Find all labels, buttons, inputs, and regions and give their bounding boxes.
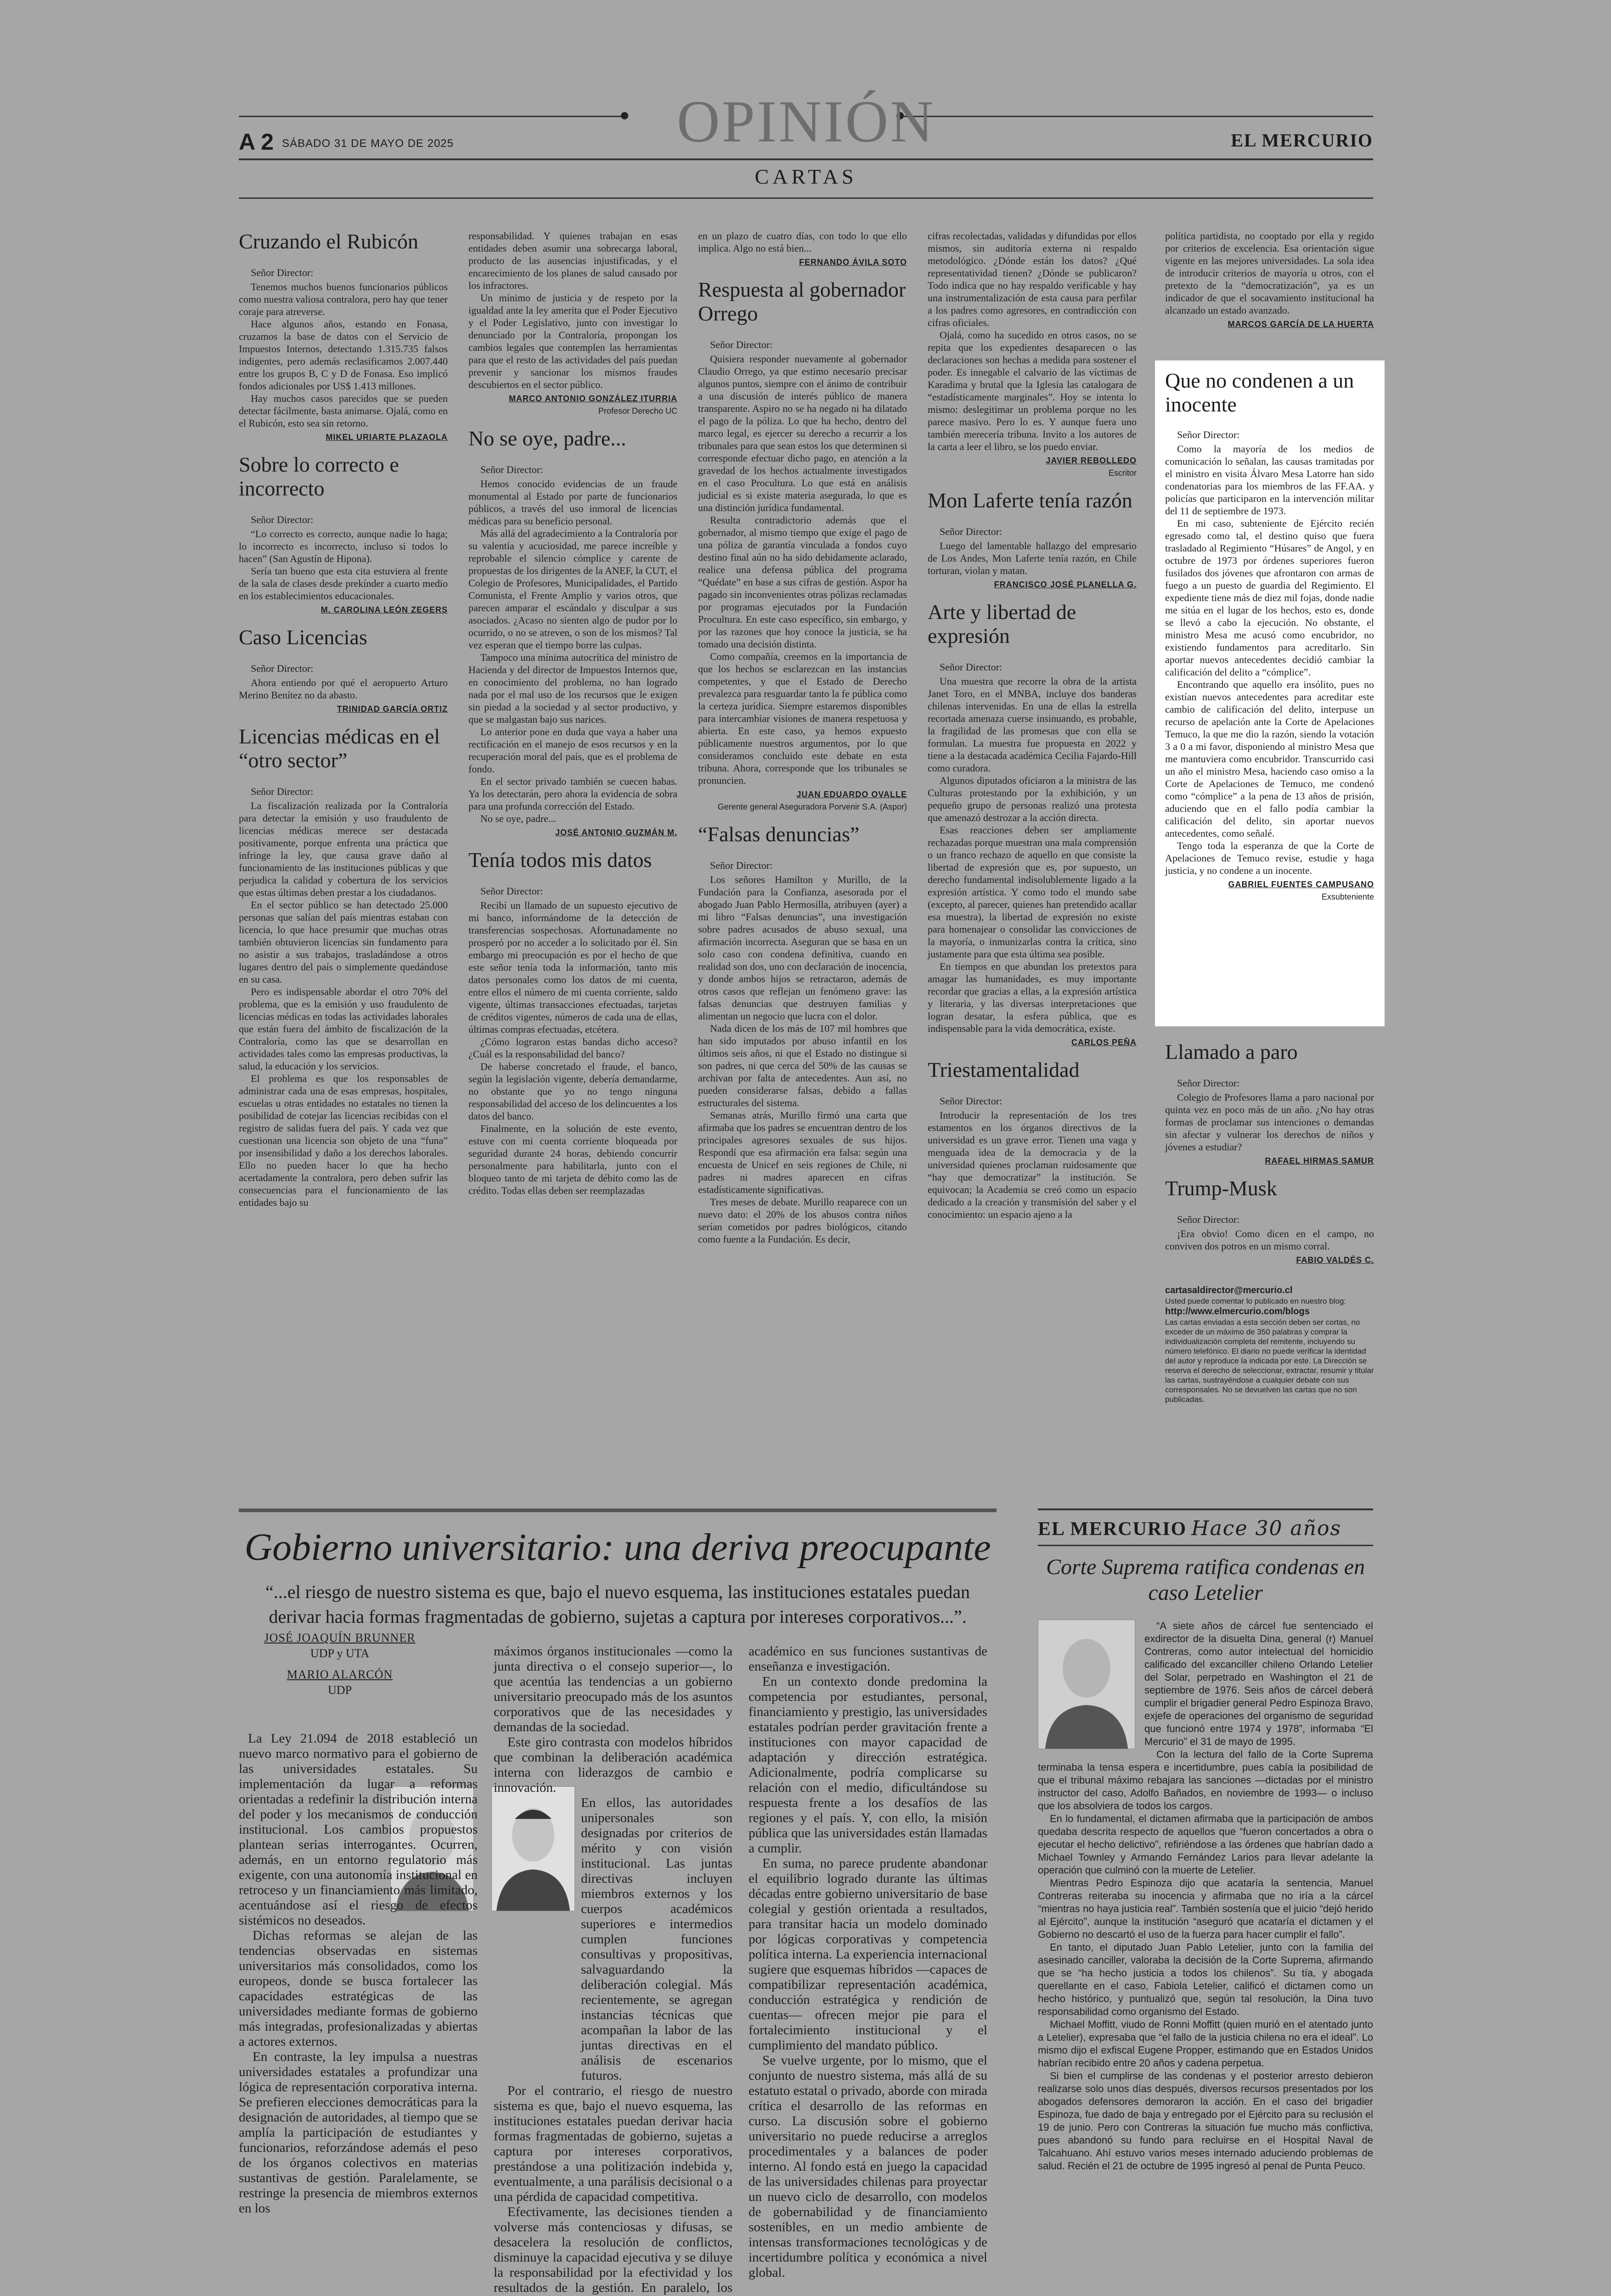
letter-paragraph: Más allá del agradecimiento a la Contraloría por su valentía y acuciosidad, me parece increíble y reprobable el silencio cómplice y carente de propuestas de los dirigentes de la ANEF, la CUT, el Colegio de Profesores, Municipalidades, el Partido Comunista, el Frente Amplio y varios otros, que parecen amparar el escándalo y disculpar a sus asociados. ¿Acaso no sienten algo de pudor por lo ocurrido, o no se atreven, o son de los mismos? Tal vez esperan que el tiempo borre las culpas. xyxy=(468,528,677,651)
letter-paragraph: Lo anterior pone en duda que vaya a haber una rectificación en el manejo de esos recursos y en la recuperación moral del país, que es el problema de fondo. xyxy=(468,726,677,775)
article-paragraph: Este giro contrasta con modelos híbridos que combinan la deliberación académica interna con liderazgos de cambio e innovación. xyxy=(494,1735,732,1795)
letter-title: Trump-Musk xyxy=(1165,1176,1277,1200)
letter-paragraph: Ahora entiendo por qué el aeropuerto Arturo Merino Benítez no da abasto. xyxy=(239,677,448,701)
letter-paragraph: Introducir la representación de los tres estamentos en los órganos directivos de la universidad es un grave error. Tienen una vaga y menguada idea de la democracia y de la universidad quienes proclaman ruidosamente que “hay que democratizar” la institución. Se equivocan; la Academia se creó como un espacio dedicado a la creación y transmisión del saber y el conocimiento: un espacio ajeno a la xyxy=(928,1109,1137,1220)
page-number-label: A 2 xyxy=(239,129,274,155)
hace-logo xyxy=(1038,1517,1373,1540)
letter-greeting: Señor Director: xyxy=(480,885,543,897)
letter-paragraph: Algunos diputados oficiaron a la ministra de las Culturas protestando por la exhibición, y un pequeño grupo de personas realizó una protesta que amenazó destrozar a la acción directa. xyxy=(928,775,1137,823)
letter-signature: GABRIEL FUENTES CAMPUSANO xyxy=(1228,880,1374,889)
letter-greeting: Señor Director: xyxy=(251,786,314,797)
letter-paragraph: Hace algunos años, estando en Fonasa, cruzamos la base de datos con el Servicio de Impuestos Internos, detectando 1.315.735 falsos indigentes, pero además reclasificamos 2.007.440 entre los grupos B, C y D de Fonasa. Eso implicó fondos adicionales por US$ 1.413 millones. xyxy=(239,318,448,392)
hace-paragraph: Con la lectura del fallo de la Corte Suprema terminaba la tensa espera e incertidumbre, pues cabía la posibilidad de que el tribunal máximo rebajara las sanciones —dictadas por el ministro instructor del caso, Adolfo Bañados, en noviembre de 1993— o incluso que los absolviera de todos los cargos. xyxy=(1038,1749,1373,1812)
letter-paragraph: De haberse concretado el fraude, el banco, según la legislación vigente, debería demandarme, no obstante que yo no tengo ninguna responsabilidad del acceso de los delincuentes a los datos del banco. xyxy=(468,1061,677,1122)
opinion-article xyxy=(239,1515,997,2295)
letter-title: Triestamentalidad xyxy=(928,1058,1080,1081)
letter-paragraph: El problema es que los responsables de administrar cada una de esas empresas, hospitales, escuelas u otras entidades no estatales no tienen la posibilidad de cotejar las licencias recibidas con el registro de salidas fuera del país. Y cada vez que cuestionan una licencia son objeto de una “funa” por insensibilidad y daño a los derechos laborales. Ello no pueden hacer lo que ha hecho acertadamente la contralora, pero deben sufrir las consecuencias para el funcionamiento de las entidades bajo su xyxy=(239,1073,448,1208)
letter-paragraph: Ojalá, como ha sucedido en otros casos, no se repita que los expedientes desaparecen o las declaraciones son hechas a medida para sostener el poder. Es innegable el calvario de las víctimas de Karadima y brutal que la Iglesia las catalogara de “estadísticamente marginales”. Hoy se intenta lo mismo: deslegitimar un problema porque no les parece masivo. Pero lo es. Y aunque fuera uno también merecería tribuna. Invito a los autores de la carta a leer el libro, se los puedo enviar. xyxy=(928,329,1137,452)
letter-signature: MARCOS GARCÍA DE LA HUERTA xyxy=(1228,320,1374,329)
letter-title: Tenía todos mis datos xyxy=(468,848,652,872)
letter-paragraph: Nada dicen de los más de 107 mil hombres que han sido imputados por abuso infantil en los últimos seis años, ni que el Estado no distingue si son padres, ni que cerca del 50% de las causas se archivan por falta de antecedentes. Aun así, no pueden considerarse falsas, debido a fallas estructurales del sistema. xyxy=(698,1023,907,1109)
letter-paragraph: Un mínimo de justicia y de respeto por la igualdad ante la ley amerita que el Poder Ejecutivo y el Poder Legislativo, junto con investigar lo denunciado por la Contraloría, propongan los cambios legales que contemplen las herramientas para que el resto de las actividades del país puedan prevenir y sancionar los mismos fraudes descubiertos en el sector público. xyxy=(468,292,677,390)
contact-email[interactable]: cartasaldirector@mercurio.cl xyxy=(1165,1285,1293,1295)
article-paragraph: Se vuelve urgente, por lo mismo, que el conjunto de nuestro sistema, más allá de su estatuto estatal o privado, aborde con mirada crítica el desarrollo de las reformas en curso. La discusión sobre el gobierno universitario no puede reducirse a arreglos procedimentales y a balances de poder interno. Al fondo está en juego la capacidad de las universidades chilenas para proyectar un nuevo ciclo de desarrollo, con modelos de gobernabilidad y de financiamiento sostenibles, en un medio ambiente de intensas transformaciones tecnológicas y de incertidumbre política y económica a nivel global. xyxy=(749,2053,987,2280)
letter-title: Llamado a paro xyxy=(1165,1040,1298,1064)
letter-paragraph: Tres meses de debate. Murillo reaparece con un nuevo dato: el 20% de los abusos contra niños serían cometidos por padres biológicos, citando como fuente a la Fundación. Es decir, xyxy=(698,1196,907,1245)
letter-paragraph: responsabilidad. Y quienes trabajan en esas entidades deben asumir una sobrecarga laboral, producto de las ausencias injustificadas, y el encarecimiento de los planes de salud causado por los infractores. xyxy=(468,230,677,291)
letter-paragraph: Quisiera responder nuevamente al gobernador Claudio Orrego, ya que estimo necesario precisar algunos puntos, siempre con el ánimo de contribuir a una discusión de interés público de manera transparente. Aspiro no se ha negado ni ha dilatado el pago de la póliza. Lo que ha hecho, dentro del marco legal, es ejercer su derecho a recurrir a los tribunales para que sean estos los que determinen si corresponde efectuar dicho pago, en atención a la gravedad de los hechos actualmente investigados en el caso Procultura. Lo que está en análisis judicial es si existe materia asegurada, lo que es una distinción jurídica fundamental. xyxy=(698,353,907,513)
article-paragraph: La Ley 21.094 de 2018 estableció un nuevo marco normativo para el gobierno de las universidades estatales. Su implementación da lugar a reformas orientadas a redefinir la distribución interna del poder y los mecanismos de conducción institucional. Los cambios propuestos plantean serias interrogantes. Ocurren, además, en un entorno regulatorio más exigente, con una autonomía institucional en retroceso y un financiamiento más limitado, acentuándose así el riesgo de efectos sistémicos no deseados. xyxy=(239,1731,478,1928)
letter-paragraph: Una muestra que recorre la obra de la artista Janet Toro, en el MNBA, incluye dos banderas chilenas intervenidas. En una de ellas la estrella recortada amenaza cuerse insinuando, es probable, la fragilidad de las promesas que con ella se formulan. La muestra fue propuesta en 2022 y tiene a la destacada académica Cecilia Fajardo-Hill como curadora. xyxy=(928,675,1137,774)
letter-paragraph: “Lo correcto es correcto, aunque nadie lo haga; lo incorrecto es incorrecto, incluso si todos lo hacen” (San Agustín de Hipona). xyxy=(239,528,448,564)
letters-column-4 xyxy=(928,230,1137,1598)
letter-greeting: Señor Director: xyxy=(1177,1077,1240,1089)
letter-greeting: Señor Director: xyxy=(251,663,314,674)
letter-greeting: Señor Director: xyxy=(940,661,1003,673)
letter-greeting: Señor Director: xyxy=(480,464,543,475)
hace-30-anos-box xyxy=(1038,1508,1373,2243)
letter-paragraph: Pero es indispensable abordar el otro 70% del problema, que es la emisión y uso fraudulento de licencias médicas en todas las actividades laborales que están fuera del ámbito de fiscalización de la Contraloría, como las que se desarrollan en actividades tales como las empresas productivas, la salud, la educación y los servicios. xyxy=(239,986,448,1072)
article-paragraph: Dichas reformas se alejan de las tendencias observadas en sistemas universitarios más consolidados, como los europeos, donde se busca fortalecer las capacidades estratégicas de las universidades mediante formas de gobierno más integradas, profesionalizadas y abiertas a actores externos. xyxy=(239,1928,478,2049)
letter-role: Profesor Derecho UC xyxy=(598,406,677,416)
article-title: Gobierno universitario: una deriva preocupante xyxy=(244,1526,991,1569)
letter-signature: JOSÉ ANTONIO GUZMÁN M. xyxy=(555,828,677,837)
letter-greeting: Señor Director: xyxy=(1177,429,1240,440)
letter-paragraph: En tiempos en que abundan los pretextos para amagar las humanidades, es muy importante recordar que gracias a ellas, a la expresión artística y literaria, y las diversas interpretaciones que logran desatar, la esfera pública, que es indispensable para la vida democrática, existe. xyxy=(928,961,1137,1034)
letter-paragraph: ¿Cómo lograron estas bandas dicho acceso? ¿Cuál es la responsabilidad del banco? xyxy=(468,1036,677,1060)
hace-paragraph: Mientras Pedro Espinoza dijo que acataría la sentencia, Manuel Contreras reiteraba su inocencia y afirmaba que no iría a la cárcel “mientras no haya justicia real”. También sostenía que el juicio “dejó herido al Ejército”, aunque la institución “aseguró que acataría el dictamen y el Gobierno no descartó el uso de la fuerza para hacer cumplir el fallo”. xyxy=(1038,1877,1373,1940)
hace-paragraph: “A siete años de cárcel fue sentenciado el exdirector de la disuelta Dina, general (r) Manuel Contreras, como autor intelectual del homicidio calificado del excanciller chileno Orlando Letelier del Solar, perpetrado en Washington el 21 de septiembre de 1976. Seis años de cárcel deberá cumplir el brigadier general Pedro Espinoza Bravo, exjefe de operaciones del organismo de seguridad que funcionó entre 1974 y 1978”, informaba “El Mercurio” el 31 de mayo de 1995. xyxy=(1144,1620,1373,1747)
hace-title: Corte Suprema ratifica condenas en caso Letelier xyxy=(1046,1555,1365,1605)
author-name: JOSÉ JOAQUÍN BRUNNER xyxy=(264,1631,416,1644)
brand-name: EL MERCURIO xyxy=(1231,130,1373,151)
hace-photo xyxy=(1038,1620,1135,1749)
letter-greeting: Señor Director: xyxy=(1177,1214,1240,1225)
letters-column-2 xyxy=(468,230,677,1598)
letter-title: “Falsas denuncias” xyxy=(698,822,860,846)
article-paragraph: En un contexto donde predomina la competencia por estudiantes, personal, financiamiento y prestigio, las universidades estatales podrían perder gravitación frente a instituciones con mayor capacidad de adaptación y dirección estratégica. Adicionalmente, podría complicarse su relación con el medio, dificultándose su respuesta frente a los desafíos de las regiones y el país. Y, con ello, la misión pública que las universidades están llamadas a cumplir. xyxy=(749,1674,987,1856)
article-authors xyxy=(257,1630,422,1704)
contact-info xyxy=(1165,1285,1374,1404)
letter-paragraph: Encontrando que aquello era insólito, pues no existían nuevos antecedentes para acreditar este cambio de calificación del delito, interpuse un recurso de apelación ante la Corte de Apelaciones Temuco, la que me dio la razón, siendo la votación 3 a 0 a mi favor, disponiendo al ministro Mesa que me mantuviera como encubridor. Transcurrido casi un año el ministro Mesa, haciendo caso omiso a la Corte de Apelaciones de Temuco, me condenó como “cómplice” a la pena de 13 años de prisión, aduciendo que en el fallo podía cambiar la calificación del delito, sin aportar nuevos antecedentes, como señalé. xyxy=(1165,679,1374,839)
letter-signature: FERNANDO ÁVILA SOTO xyxy=(799,258,907,267)
subsection-title: CARTAS xyxy=(755,165,857,188)
letter-paragraph: política partidista, no cooptado por ella y regido por criterios de excelencia. Esa orientación sigue vigente en las mejores universidades. La sola idea de introducir criterios de mayoría u otros, con el pretexto de la “democratización”, ya es un indicador de que el socavamiento institucional ha alcanzado un estado avanzado. xyxy=(1165,230,1374,316)
letter-role: Escritor xyxy=(1108,468,1137,478)
article-paragraph: En suma, no parece prudente abandonar el equilibrio logrado durante las últimas décadas entre gobierno universitario de base colegial y gestión orientada a resultados, para transitar hacia un modelo dominado por lógicas corporativas y competencia política interna. La experiencia internacional sugiere que esquemas híbridos —capaces de compatibilizar representación académica, conducción estratégica y rendición de cuentas— ofrecen mejor pie para el fortalecimiento institucional y el cumplimiento del mandato público. xyxy=(749,1856,987,2053)
letter-paragraph: Luego del lamentable hallazgo del empresario de Los Andes, Mon Laferte tenía razón, en Chile torturan, violan y matan. xyxy=(928,540,1137,576)
letter-signature: MIKEL URIARTE PLAZAOLA xyxy=(326,433,448,442)
article-pull-quote: “...el riesgo de nuestro sistema es que, bajo el nuevo esquema, las instituciones estatales puedan derivar hacia formas fragmentadas de gobierno, sujetas a captura por intereses corporativos...”. xyxy=(265,1581,970,1627)
letter-paragraph: Hay muchos casos parecidos que se pueden detectar fácilmente, basta animarse. Ojalá, como en el Rubicón, esto sea sin retorno. xyxy=(239,393,448,429)
highlighted-letter xyxy=(1155,360,1385,1026)
letter-paragraph: Como la mayoría de los medios de comunicación lo señalan, las causas tramitadas por el ministro en visita Álvaro Mesa Latorre han sido condenatorias para los miembros de las FF.AA. y policías que participaron en la intervención militar del 11 de septiembre de 1973. xyxy=(1165,443,1374,517)
letter-paragraph: Hemos conocido evidencias de un fraude monumental al Estado por parte de funcionarios públicos, a través del uso inmoral de licencias médicas para su beneficio personal. xyxy=(468,478,677,527)
letter-title: Cruzando el Rubicón xyxy=(239,230,418,253)
letter-paragraph: Sería tan bueno que esta cita estuviera al frente de la sala de clases desde prekínder a cuarto medio en los establecimientos educacionales. xyxy=(239,565,448,602)
letter-paragraph: Como compañía, creemos en la importancia de que los hechos se esclarezcan en las instancias competentes, y que el Estado de Derecho prevalezca para resguardar tanto la fe pública como la certeza jurídica. Siempre estaremos disponibles para intercambiar visiones de manera respetuosa y abierta. En este caso, ya hemos expuesto públicamente nuestros argumentos, por lo que consideramos concluido este debate en esta tribuna. Ahora, corresponde que los tribunales se pronuncien. xyxy=(698,651,907,786)
hace-bar-top xyxy=(1038,1508,1373,1510)
article-paragraph: En contraste, la ley impulsa a nuestras universidades estatales a profundizar una lógica de representación corporativa interna. Se prefieren elecciones democráticas para la designación de autoridades, al tiempo que se amplía la participación de estudiantes y funcionarios, reforzándose además el peso de los órganos colectivos en materias sustantivas de gestión. Paralelamente, se restringe la presencia de miembros externos en los xyxy=(239,2049,478,2216)
portrait-icon xyxy=(1038,1620,1135,1749)
letter-paragraph: En el sector privado también se cuecen habas. Ya los detectarán, pero ahora la evidencia de sobra para una profunda corrección del Estado. xyxy=(468,776,677,812)
letter-role: Exsubteniente xyxy=(1321,892,1374,901)
article-paragraph: En ellos, las autoridades unipersonales son designadas por criterios de mérito y con visión institucional. Las juntas directivas incluyen miembros externos y los cuerpos académicos superiores e intermedios cumplen funciones consultivas y propositivas, salvaguardando la deliberación colegial. Más recientemente, se agregan instancias técnicas que acompañan la labor de las juntas directivas en el análisis de escenarios futuros. xyxy=(581,1795,732,2083)
letter-paragraph: Colegio de Profesores llama a paro nacional por quinta vez en poco más de un año. ¿No hay otras formas de proclamar sus intenciones o demandas sin afectar y vulnerar los derechos de niños y jóvenes a estudiar? xyxy=(1165,1092,1374,1153)
letter-paragraph: ¡Era obvio! Como dicen en el campo, no conviven dos potros en un mismo corral. xyxy=(1165,1228,1374,1252)
hace-paragraph: Si bien el cumplirse de las condenas y el posterior arresto debieron realizarse solo unos días después, diversos recursos presentados por los abogados defensores demoraron la acción. En el caso del brigadier Espinoza, fue dado de baja y entregado por el Ejército para su reclusión el 19 de junio. Pero con Contreras la situación fue mucho más conflictiva, pues abandonó su fundo para recluirse en el Hospital Naval de Talcahuano. Ahí estuvo varios meses internado aduciendo problemas de salud. Recién el 21 de octubre de 1995 ingresó al penal de Punta Peuco. xyxy=(1038,2070,1373,2172)
letter-paragraph: Tengo toda la esperanza de que la Corte de Apelaciones de Temuco revise, estudie y haga justicia, y no condene a un inocente. xyxy=(1165,840,1374,876)
header-bar-bottom xyxy=(239,197,1373,199)
contact-rules: Las cartas enviadas a esta sección deben ser cortas, no exceder de un máximo de 350 palabras y comprar la individualización completa del remitente, incluyendo su número telefónico. El diario no puede verificar la identidad del autor y reproduce la indicada por este. La Dirección se reserva el derecho de seleccionar, extractar, resumir y titular las cartas, sustrayéndose a cualquier debate con sus corresponsales. No se devuelven las cartas que no son publicadas. xyxy=(1165,1318,1374,1404)
letter-title: Sobre lo correcto e incorrecto xyxy=(239,453,399,500)
author-name: MARIO ALARCÓN xyxy=(287,1668,393,1681)
header-bar-top xyxy=(239,158,1373,160)
letter-paragraph: Tenemos muchos buenos funcionarios públicos como nuestra valiosa contralora, pero hay que tener coraje para atreverse. xyxy=(239,281,448,317)
hace-text xyxy=(1038,1620,1373,2172)
letter-paragraph: En el sector público se han detectado 25.000 personas que salían del país mientras estaban con licencia, lo que hace presumir que muchas otras también obtuvieron licencias sin fundamento para no asistir a sus trabajos, trasladándose a otros lugares dentro del país o simplemente quedándose en su casa. xyxy=(239,899,448,985)
article-paragraph: académico en sus funciones sustantivas de enseñanza e investigación. xyxy=(749,1644,987,1674)
hace-bar-bottom xyxy=(1038,1545,1373,1546)
letter-paragraph: en un plazo de cuatro días, con todo lo que ello implica. Algo no está bien... xyxy=(698,230,907,254)
letter-paragraph: Recibí un llamado de un supuesto ejecutivo de mi banco, informándome de la detección de transferencias sospechosas. Afortunadamente no prosperó por no acceder a lo solicitado por él. Sin embargo mi preocupación es por el hecho de que este señor tenía toda la información, tanto mis datos personales como los datos de mi cuenta, entre ellos el número de mi cuenta corriente, saldo vigente, últimas transacciones efectuadas, tarjetas de créditos vigentes, números de cada una de ellas, últimas compras efectuadas, etcétera. xyxy=(468,900,677,1035)
letter-greeting: Señor Director: xyxy=(940,526,1003,537)
letter-paragraph: Tampoco una mínima autocrítica del ministro de Hacienda y del director de Impuestos Internos que, en conocimiento del problema, no han logrado nada por el mal uso de los recursos que le exigen sin piedad a la sociedad y al sector productivo, y que se malgastan bajo sus narices. xyxy=(468,652,677,725)
letter-title: Que no condenen a un inocente xyxy=(1165,369,1354,416)
letters-column-3 xyxy=(698,230,907,1598)
letters-column-1 xyxy=(239,230,448,1598)
letter-signature: RAFAEL HIRMAS SAMUR xyxy=(1265,1156,1374,1165)
newspaper-page xyxy=(239,89,1374,2295)
letter-signature: M. CAROLINA LEÓN ZEGERS xyxy=(321,605,448,614)
article-column-1 xyxy=(239,1713,478,2216)
author-affiliation: UDP xyxy=(327,1683,352,1697)
section-title: OPINIÓN xyxy=(676,89,935,155)
highlighted-letter-content xyxy=(1165,360,1374,903)
letter-paragraph: En mi caso, subteniente de Ejército recién egresado como tal, el destino quiso que fuera trasladado al Regimiento “Húsares” de Angol, y en octubre de 1973 por órdenes superiores fueron fusilados dos jóvenes que afrontaron con armas de fuego a un puesto de guardia del Regimiento. El expediente tiene más de diez mil fojas, donde nadie me sitúa en el lugar de los hechos, esto es, donde se llevó a cabo la ejecución. No obstante, el ministro Mesa me acusó como encubridor, no existiendo fundamentos para acreditarlo. Sin aportar nuevos antecedentes decidió cambiar la calificación del delito a “cómplice”. xyxy=(1165,518,1374,678)
letter-greeting: Señor Director: xyxy=(940,1095,1003,1107)
letter-paragraph: Esas reacciones deben ser ampliamente rechazadas porque muestran una mala comprensión o un franco rechazo de aquello en que consiste la libertad de expresión que es, por supuesto, un derecho fundamental indisolublemente ligado a la expresión artística. Y como todo el mundo sabe (excepto, al parecer, quienes han pretendido acallar esa muestra), la libertad de expresión no existe para homenajear o consolidar las convicciones de la mayoría, o inmunizarlas contra la crítica, sino justamente para que esta última sea posible. xyxy=(928,824,1137,960)
hace-tagline: Hace 30 años xyxy=(1191,1517,1342,1540)
letter-signature: JAVIER REBOLLEDO xyxy=(1046,456,1137,465)
hace-paragraph: Michael Moffitt, viudo de Ronni Moffitt (quien murió en el atentado junto a Letelier), expresaba que “el fallo de la justicia chilena no era el ideal”. Lo mismo dijo el exfiscal Eugene Propper, estimando que en Estados Unidos habrían recibido entre 20 años y cadena perpetua. xyxy=(1038,2019,1373,2069)
letter-signature: FABIO VALDÉS C. xyxy=(1296,1255,1374,1265)
letter-signature: CARLOS PEÑA xyxy=(1071,1038,1137,1047)
page-header xyxy=(239,89,1373,202)
article-paragraph: Efectivamente, las decisiones tienden a volverse más contenciosas y difusas, se desacelera la resolución de conflictos, disminuye la capacidad ejecutiva y se diluye la responsabilidad por la efectividad y los resultados de la gestión. En paralelo, los xyxy=(494,2205,732,2295)
letters-column-5-bottom xyxy=(1165,1031,1374,1490)
letter-greeting: Señor Director: xyxy=(251,267,314,278)
letter-title: Arte y libertad de expresión xyxy=(928,600,1076,647)
letter-paragraph: Resulta contradictorio además que el gobernador, al mismo tiempo que exige el pago de una póliza de garantía vinculada a fondos cuyo destino final aún no ha sido debidamente aclarado, realice una defensa pública del programa “Quédate” en base a sus cifras de gestión. Aspor ha pagado sin inconvenientes otras pólizas reclamadas por programas ejecutados por la Fundación Procultura. En este caso específico, sin embargo, y por las razones que hoy conoce la justicia, se ha tomado una decisión distinta. xyxy=(698,514,907,650)
letter-title: Caso Licencias xyxy=(239,625,367,649)
contact-blog-link[interactable]: http://www.elmercurio.com/blogs xyxy=(1165,1306,1310,1317)
letter-paragraph: Finalmente, en la solución de este evento, estuve con mi cuenta corriente bloqueada por seguridad durante 24 horas, debiendo concurrir personalmente para habilitarla, junto con el bloqueo tanto de mi tarjeta de débito como las de crédito. Todas ellas deben ser reemplazadas xyxy=(468,1123,677,1196)
letter-title: Mon Laferte tenía razón xyxy=(928,489,1132,512)
hace-brand: EL MERCURIO xyxy=(1038,1519,1187,1540)
article-column-3 xyxy=(749,1644,987,2280)
contact-note: Usted puede comentar lo publicado en nuestro blog: xyxy=(1165,1297,1346,1306)
letter-paragraph: La fiscalización realizada por la Contraloría para detectar la emisión y uso fraudulento de licencias médicas merece ser destacada positivamente, porque enfrenta una práctica que infringe la ley, que causa grave daño al funcionamiento de las instituciones públicas y que perjudica la calidad y cobertura de los servicios que estas últimas deben prestar a los ciudadanos. xyxy=(239,800,448,898)
letter-title: No se oye, padre... xyxy=(468,427,626,450)
letter-greeting: Señor Director: xyxy=(710,339,773,350)
article-paragraph: máximos órganos institucionales —como la junta directiva o el consejo superior—, lo que acentúa las tendencias a un gobierno universitario preocupado más de los asuntos corporativos que de las necesidades y demandas de la sociedad. xyxy=(494,1644,732,1734)
article-paragraph: Por el contrario, el riesgo de nuestro sistema es que, bajo el nuevo esquema, las instituciones estatales puedan derivar hacia formas fragmentadas de gobierno, sujetas a captura por intereses corporativos, prestándose a una politización indebida y, eventualmente, a una parálisis decisional o a una pérdida de capacidad competitiva. xyxy=(494,2083,732,2204)
author-affiliation: UDP y UTA xyxy=(310,1647,370,1660)
letter-paragraph: Semanas atrás, Murillo firmó una carta que afirmaba que los padres se encuentran dentro de los principales agresores sexuales de sus hijos. Respondí que esa afirmación era falsa: según una encuesta de Unicef en seis regiones de Chile, ni padres ni madres aparecen en cifras estadísticamente significativas. xyxy=(698,1109,907,1195)
letter-paragraph: No se oye, padre... xyxy=(480,813,556,824)
letter-greeting: Señor Director: xyxy=(251,514,314,525)
letter-paragraph: Los señores Hamilton y Murillo, de la Fundación para la Confianza, asesorada por el abogado Juan Pablo Hermosilla, atribuyen (ayer) a mi libro “Falsas denuncias”, una investigación sobre padres acusados de abuso sexual, una afirmación incorrecta. Aseguran que se basa en un solo caso con condena definitiva, cuando en realidad son dos, uno con declaración de inocencia, y donde ambos hijos se retractaron, además de otros casos que reflejan un fenómeno grave: las falsas denuncias que destruyen familias y alimentan un negocio que lucra con el dolor. xyxy=(698,874,907,1022)
letter-role: Gerente general Aseguradora Porvenir S.A. (Aspor) xyxy=(717,802,907,811)
letter-title: Licencias médicas en el “otro sector” xyxy=(239,725,440,772)
page-number xyxy=(239,129,454,155)
letter-signature: JUAN EDUARDO OVALLE xyxy=(796,790,907,799)
article-column-2 xyxy=(494,1644,732,2295)
letters-column-5-top xyxy=(1165,230,1374,354)
hace-paragraph: En lo fundamental, el dictamen afirmaba que la participación de ambos quedaba descrita respecto de aquellos que “fueron concertados a obra o ejecutar el hecho delictivo”, refiriéndose a las órdenes que habrían dado a Michael Townley y Armando Fernández Larios para llevar adelante la operación que culminó con la muerte de Letelier. xyxy=(1038,1813,1373,1876)
letter-title: Respuesta al gobernador Orrego xyxy=(698,278,906,325)
letter-signature: MARCO ANTONIO GONZÁLEZ ITURRIA xyxy=(509,394,677,403)
letter-paragraph: cifras recolectadas, validadas y difundidas por ellos mismos, sin auditoría externa ni respaldo metodológico. ¿Dónde están los datos? ¿Qué representatividad tienen? ¿Dónde se publicaron? Todo indica que no hay respaldo verificable y hay una instrumentalización de esta causa para perfilar a los padres como agresores, en contradicción con cifras oficiales. xyxy=(928,230,1137,328)
column-spacer xyxy=(239,1713,478,1731)
hace-paragraph: En tanto, el diputado Juan Pablo Letelier, junto con la familia del asesinado canciller, valoraba la decisión de la Corte Suprema, afirmando que se “ha hecho justicia a todos los chilenos”. Su tía, y abogada querellante en el caso, Fabiola Letelier, calificó el dictamen como un hecho histórico, y puntualizó que, según tal resolución, la Dina tuvo responsabilidad como organismo del Estado. xyxy=(1038,1941,1373,2017)
letter-signature: TRINIDAD GARCÍA ORTIZ xyxy=(337,704,448,714)
page-date: SÁBADO 31 DE MAYO DE 2025 xyxy=(282,137,454,150)
letter-greeting: Señor Director: xyxy=(710,860,773,871)
opinion-divider xyxy=(239,1508,997,1512)
letter-signature: FRANCISCO JOSÉ PLANELLA G. xyxy=(994,580,1137,589)
